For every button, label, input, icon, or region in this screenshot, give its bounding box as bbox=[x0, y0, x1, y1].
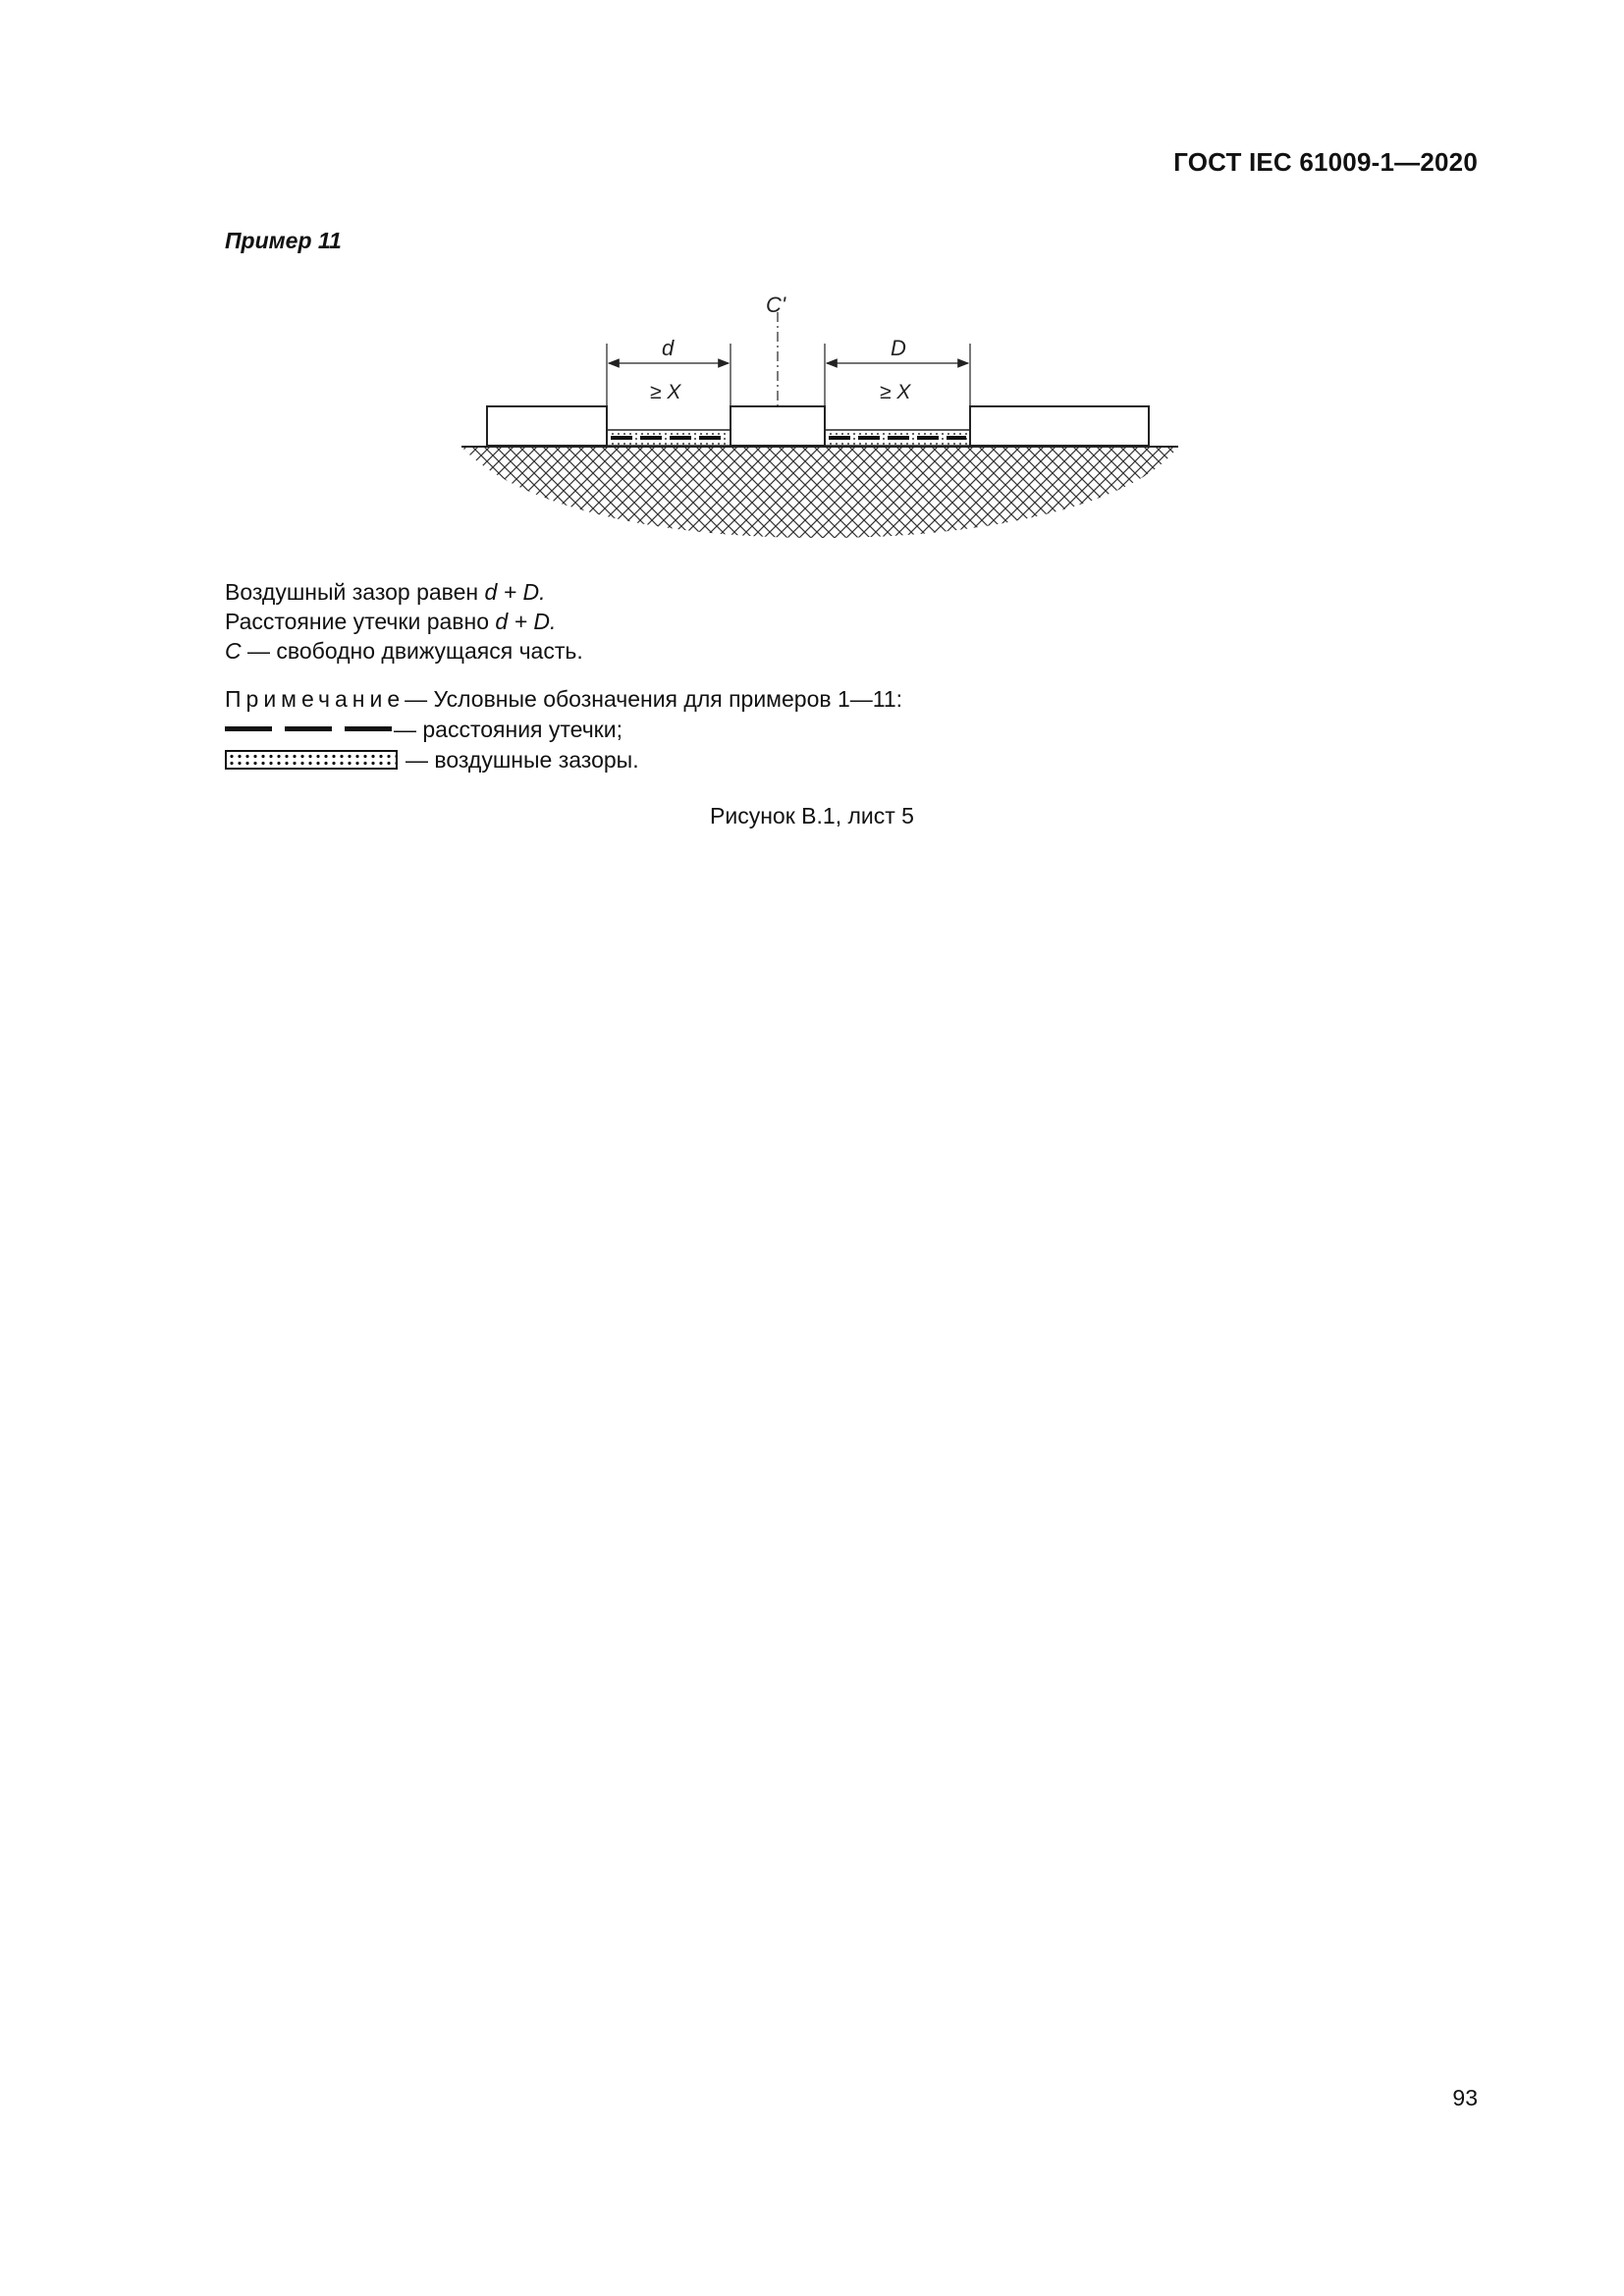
example-title: Пример 11 bbox=[225, 228, 342, 253]
note-label: Примечание bbox=[225, 685, 406, 712]
left-part bbox=[487, 406, 607, 446]
c-definition-line: C — свободно движущаяся часть. bbox=[225, 638, 583, 664]
creepage-line: Расстояние утечки равно d + D. bbox=[225, 609, 557, 634]
air-gap-line: Воздушный зазор равен d + D. bbox=[225, 579, 546, 605]
legend-creepage-text: — расстояния утечки; bbox=[394, 716, 623, 742]
label-d: d bbox=[662, 336, 675, 360]
note-block bbox=[225, 683, 902, 774]
label-D: D bbox=[891, 336, 906, 360]
label-c: C' bbox=[766, 293, 786, 317]
creepage-symbol bbox=[225, 726, 392, 731]
air-gap-symbol bbox=[225, 750, 398, 770]
figure-example-11 bbox=[452, 285, 1188, 550]
figure-caption: Рисунок В.1, лист 5 bbox=[710, 803, 914, 828]
figure-explanation bbox=[225, 577, 583, 666]
middle-part-c bbox=[731, 406, 825, 446]
label-x-right: ≥ X bbox=[880, 381, 911, 403]
page-number: 93 bbox=[1452, 2085, 1478, 2110]
right-part bbox=[970, 406, 1149, 446]
ground-base bbox=[461, 447, 1178, 538]
document-code: ГОСТ IEC 61009-1—2020 bbox=[1173, 147, 1478, 177]
legend-air-text: — воздушные зазоры. bbox=[406, 746, 639, 773]
label-x-left: ≥ X bbox=[650, 381, 681, 403]
note-text: — Условные обозначения для примеров 1—11: bbox=[405, 685, 903, 712]
note-header bbox=[225, 683, 902, 714]
legend-air-row bbox=[225, 744, 902, 774]
legend-creepage-row bbox=[225, 714, 902, 744]
